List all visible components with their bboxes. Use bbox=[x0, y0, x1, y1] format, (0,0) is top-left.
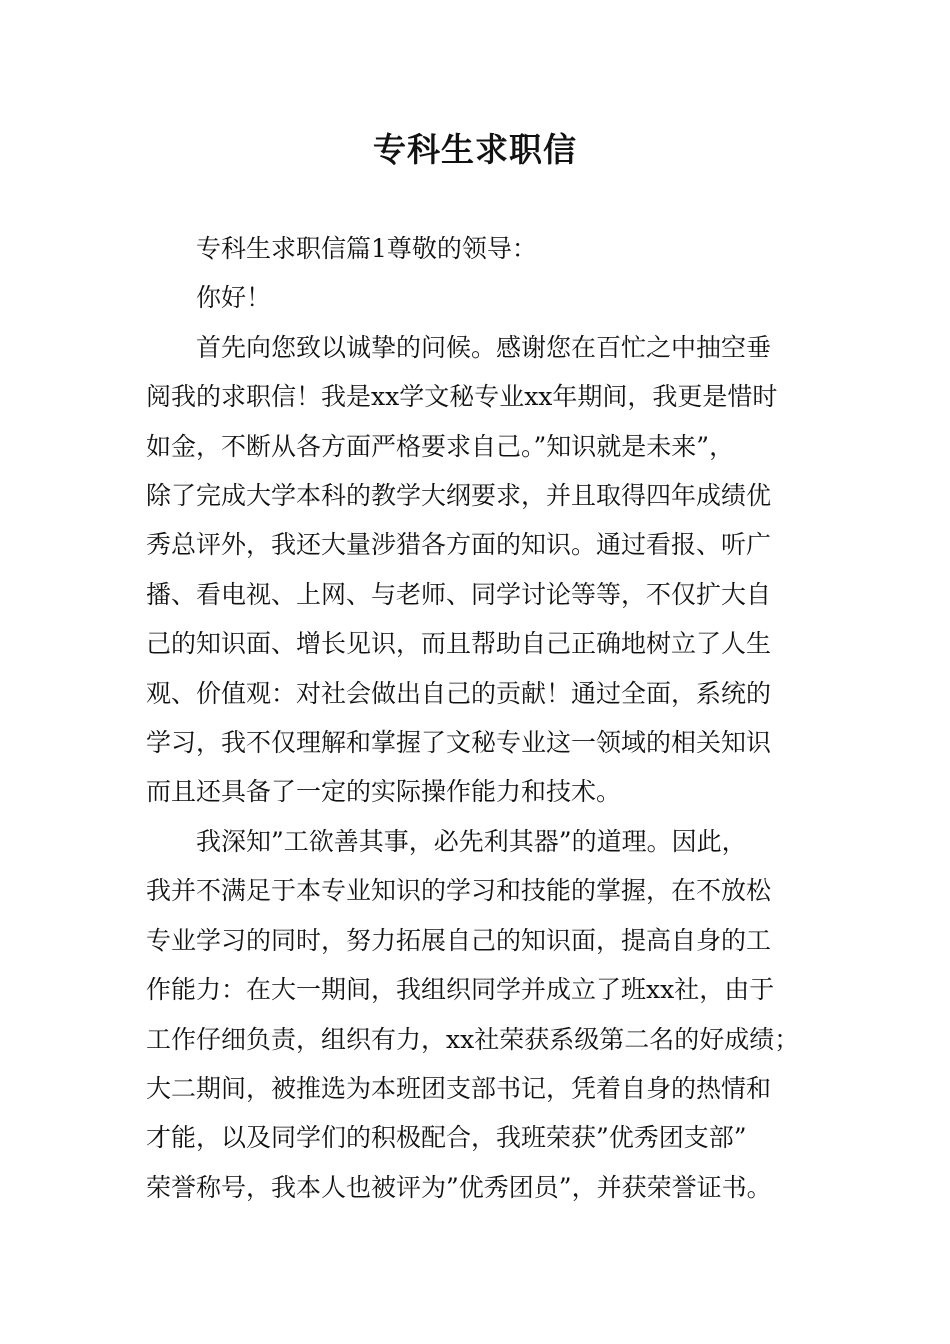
text-line: 你好！ bbox=[196, 283, 272, 313]
text-line: 播、看电视、上网、与老师、同学讨论等等，不仅扩大自 bbox=[146, 579, 772, 609]
text-line: 而且还具备了一定的实际操作能力和技术。 bbox=[146, 777, 622, 807]
text-line: 作能力：在大一期间，我组织同学并成立了班xx社，由于 bbox=[146, 975, 775, 1005]
paragraph-salutation bbox=[146, 273, 818, 322]
text-line: 首先向您致以诚挚的问候。感谢您在百忙之中抽空垂 bbox=[196, 332, 772, 362]
text-line: 荣誉称号，我本人也被评为”优秀团员”，并获荣誉证书。 bbox=[146, 1172, 772, 1202]
paragraph-experience bbox=[146, 817, 818, 1212]
text-line: 如金，不断从各方面严格要求自己。”知识就是未来”， bbox=[146, 431, 735, 461]
text-line: 大二期间，被推选为本班团支部书记，凭着自身的热情和 bbox=[146, 1073, 772, 1103]
text-line: 观、价值观：对社会做出自己的贡献！通过全面，系统的 bbox=[146, 678, 772, 708]
text-line: 专科生求职信篇1尊敬的领导： bbox=[196, 234, 537, 263]
text-line: 专业学习的同时，努力拓展自己的知识面，提高自身的工 bbox=[146, 925, 772, 955]
text-line: 我并不满足于本专业知识的学习和技能的掌握，在不放松 bbox=[146, 876, 772, 906]
text-line: 学习，我不仅理解和掌握了文秘专业这一领域的相关知识 bbox=[146, 728, 772, 758]
paragraph-greeting-heading bbox=[146, 224, 818, 273]
text-line: 才能，以及同学们的积极配合，我班荣获”优秀团支部” bbox=[146, 1123, 747, 1153]
document-body bbox=[146, 224, 818, 1212]
text-line: 己的知识面、增长见识，而且帮助自己正确地树立了人生 bbox=[146, 629, 772, 659]
text-line: 秀总评外，我还大量涉猎各方面的知识。通过看报、听广 bbox=[146, 530, 772, 560]
text-line: 除了完成大学本科的教学大纲要求，并且取得四年成绩优 bbox=[146, 481, 772, 511]
document-title: 专科生求职信 bbox=[373, 130, 577, 169]
text-line: 我深知”工欲善其事，必先利其器”的道理。因此， bbox=[196, 826, 747, 856]
text-line: 工作仔细负责，组织有力，xx社荣获系级第二名的好成绩； bbox=[146, 1024, 800, 1054]
text-line: 阅我的求职信！我是xx学文秘专业xx年期间，我更是惜时 bbox=[146, 382, 778, 412]
paragraph-introduction bbox=[146, 323, 818, 817]
